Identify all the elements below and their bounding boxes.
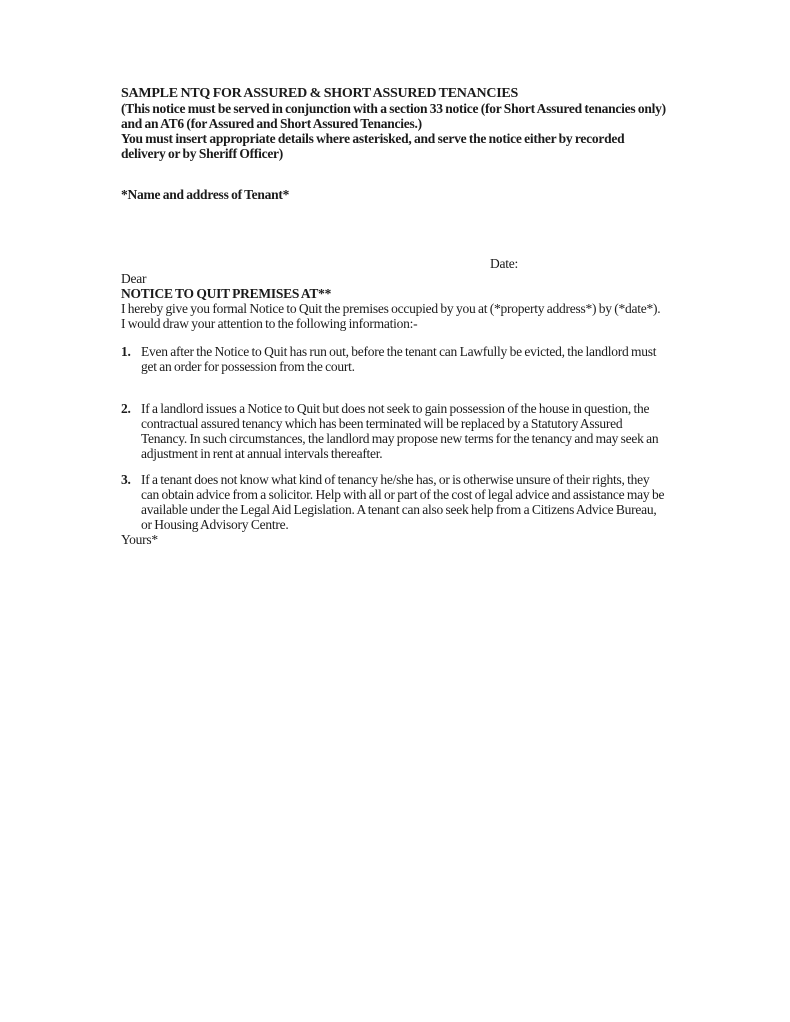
list-item-1-text: Even after the Notice to Quit has run out, before the tenant can Lawfully be evicted, the landlord must get an order for possession from the court. xyxy=(141,344,657,374)
salutation: Dear xyxy=(121,271,147,286)
body-paragraph-2: I would draw your attention to the following information:- xyxy=(121,316,418,331)
instructions-line-1: (This notice must be served in conjunction with a section 33 notice (for Short Assured tenancies only) and an AT6 (for Assured and Short Assured Tenancies.) xyxy=(121,101,666,131)
list-item-1 xyxy=(121,344,668,374)
subject-line: NOTICE TO QUIT PREMISES AT** xyxy=(121,286,332,301)
tenant-address-placeholder: *Name and address of Tenant* xyxy=(121,187,290,202)
list-item-3 xyxy=(121,472,668,532)
body-paragraph-1: I hereby give you formal Notice to Quit the premises occupied by you at (*property address*) by (*date*). xyxy=(121,301,661,316)
date-line xyxy=(121,256,668,271)
list-item-1-number: 1. xyxy=(121,344,131,359)
list-item-3-text: If a tenant does not know what kind of tenancy he/she has, or is otherwise unsure of their rights, they can obtain advice from a solicitor. Help with all or part of the cost of legal advice and assistance may be available under the Legal Aid Legislation. A tenant can also seek help from a Citizens Advice Bureau, or Housing Advisory Centre. xyxy=(141,472,665,532)
date-label: Date: xyxy=(490,256,518,271)
list-item-2-number: 2. xyxy=(121,401,131,416)
document-title: SAMPLE NTQ FOR ASSURED & SHORT ASSURED TENANCIES xyxy=(121,86,519,101)
closing: Yours* xyxy=(121,532,158,547)
list-item-2-text: If a landlord issues a Notice to Quit but does not seek to gain possession of the house in question, the contractual assured tenancy which has been terminated will be replaced by a Statutory Assured Tenancy. In such circumstances, the landlord may propose new terms for the tenancy and may seek an adjustment in rent at annual intervals thereafter. xyxy=(141,401,659,461)
instructions-line-2: You must insert appropriate details where asterisked, and serve the notice either by recorded delivery or by Sheriff Officer) xyxy=(121,131,625,161)
list-item-2 xyxy=(121,401,668,461)
list-item-3-number: 3. xyxy=(121,472,131,487)
instructions-block xyxy=(121,101,668,161)
